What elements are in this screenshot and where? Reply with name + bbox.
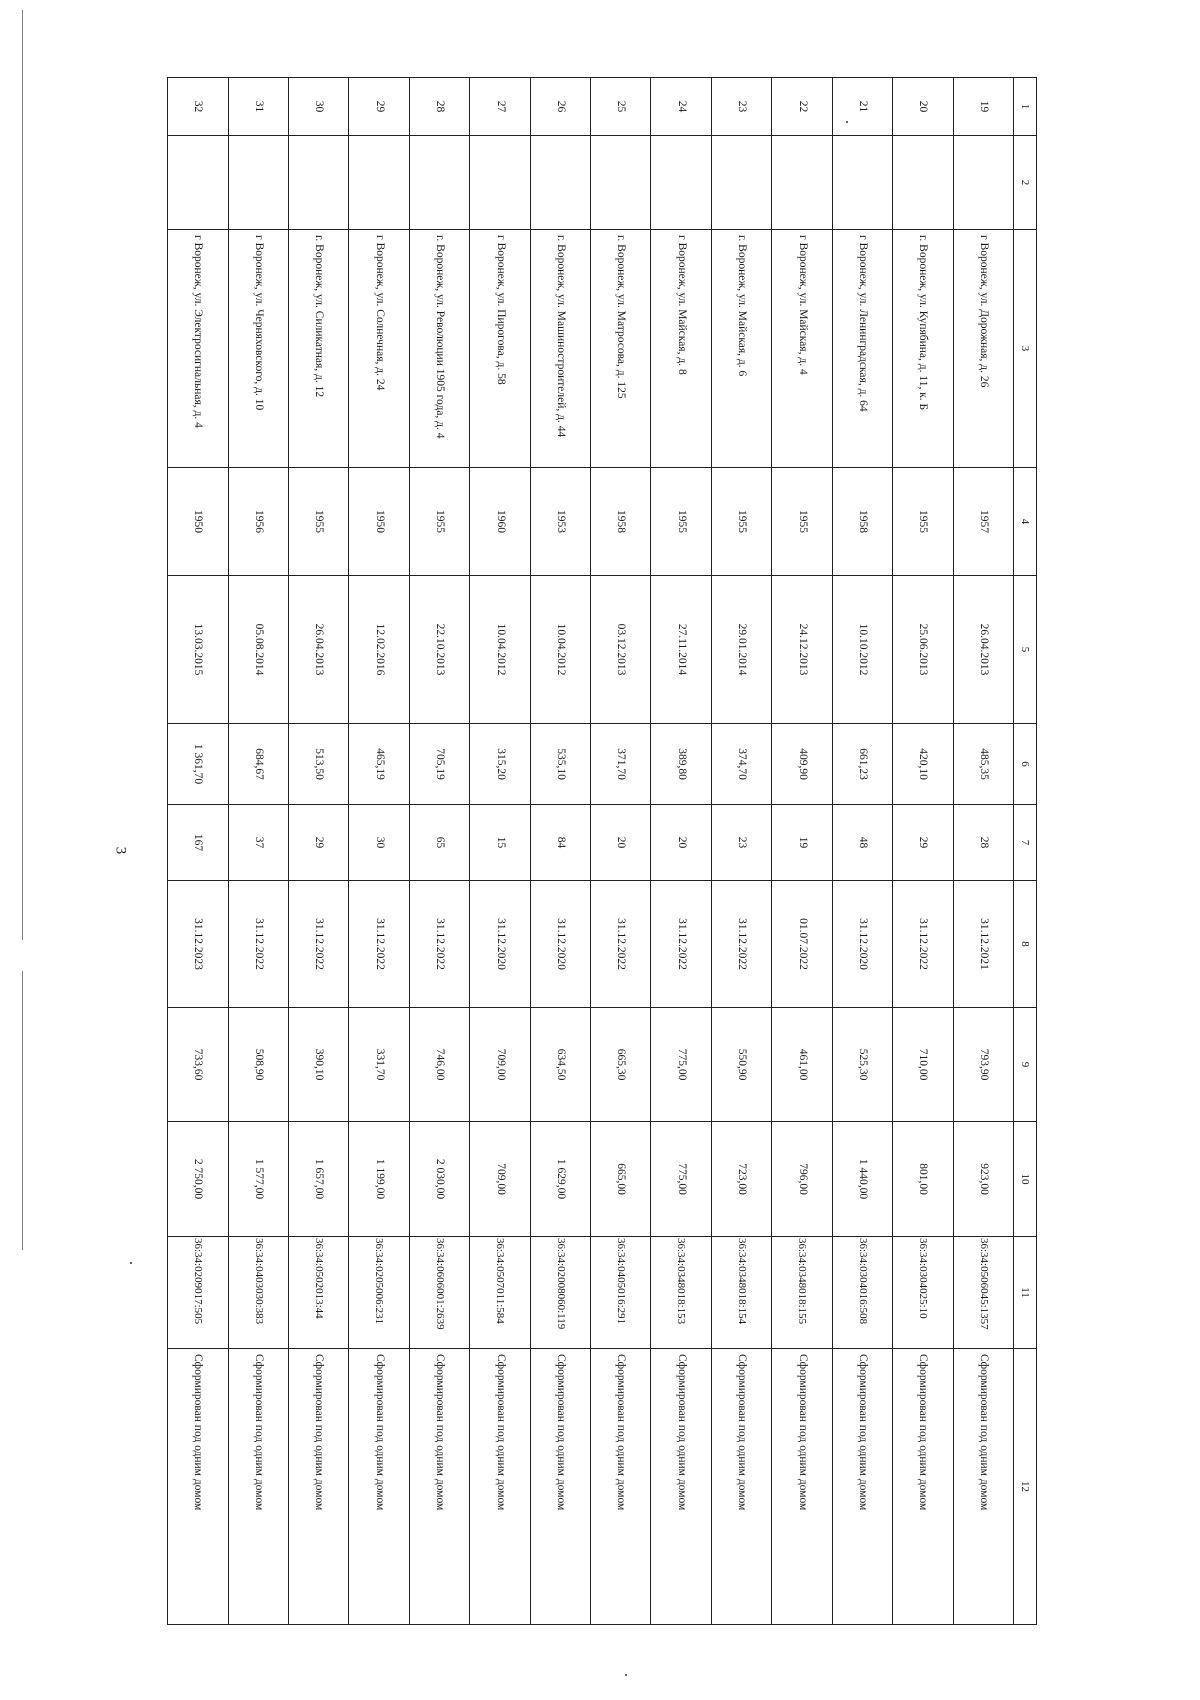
note-cell: Сформирован под одним домом bbox=[591, 1349, 651, 1625]
cadastral-number-cell: 36:34:02008060:119 bbox=[530, 1237, 590, 1349]
value-10-cell: 2 030,00 bbox=[409, 1122, 469, 1237]
row-number-cell: 25 bbox=[591, 78, 651, 136]
residents-cell: 37 bbox=[228, 805, 288, 881]
table-row bbox=[953, 78, 1013, 1625]
row-number-cell: 22 bbox=[772, 78, 832, 136]
cadastral-number-cell: 36:34:0606001:2639 bbox=[409, 1237, 469, 1349]
build-year-cell: 1950 bbox=[168, 468, 229, 576]
deadline-date-cell: 01.07.2022 bbox=[772, 881, 832, 1008]
note-cell: Сформирован под одним домом bbox=[288, 1349, 348, 1625]
col-2-cell bbox=[591, 136, 651, 230]
note-cell: Сформирован под одним домом bbox=[349, 1349, 409, 1625]
table-row bbox=[409, 78, 469, 1625]
col-2-cell bbox=[893, 136, 953, 230]
residents-cell: 19 bbox=[772, 805, 832, 881]
row-number-cell: 24 bbox=[651, 78, 711, 136]
housing-registry-table bbox=[167, 77, 1037, 1625]
residents-cell: 28 bbox=[953, 805, 1013, 881]
area-cell: 684,67 bbox=[228, 724, 288, 805]
note-cell: Сформирован под одним домом bbox=[953, 1349, 1013, 1625]
value-9-cell: 508,90 bbox=[228, 1008, 288, 1122]
col-2-cell bbox=[772, 136, 832, 230]
cadastral-number-cell: 36:34:0348018:155 bbox=[772, 1237, 832, 1349]
date-cell: 26.04.2013 bbox=[953, 576, 1013, 724]
header-cell: 8 bbox=[1014, 881, 1037, 1008]
note-cell: Сформирован под одним домом bbox=[168, 1349, 229, 1625]
table-row bbox=[893, 78, 953, 1625]
table-row bbox=[530, 78, 590, 1625]
col-2-cell bbox=[651, 136, 711, 230]
area-cell: 371,70 bbox=[591, 724, 651, 805]
build-year-cell: 1957 bbox=[953, 468, 1013, 576]
cadastral-number-cell: 36:34:0403030:383 bbox=[228, 1237, 288, 1349]
deadline-date-cell: 31.12.2022 bbox=[409, 881, 469, 1008]
col-2-cell bbox=[530, 136, 590, 230]
address-cell: г. Воронеж, ул. Купябина, д. 11, к. Б bbox=[893, 230, 953, 468]
cadastral-number-cell: 36:34:0205006:231 bbox=[349, 1237, 409, 1349]
deadline-date-cell: 31.12.2022 bbox=[651, 881, 711, 1008]
date-cell: 05.08.2014 bbox=[228, 576, 288, 724]
note-cell: Сформирован под одним домом bbox=[228, 1349, 288, 1625]
col-2-cell bbox=[228, 136, 288, 230]
residents-cell: 20 bbox=[651, 805, 711, 881]
value-9-cell: 793,90 bbox=[953, 1008, 1013, 1122]
value-10-cell: 665,00 bbox=[591, 1122, 651, 1237]
table-row bbox=[772, 78, 832, 1625]
address-cell: г. Воронеж, ул. Матросова, д. 125 bbox=[591, 230, 651, 468]
note-cell: Сформирован под одним домом bbox=[470, 1349, 530, 1625]
row-number-cell: 19 bbox=[953, 78, 1013, 136]
cadastral-number-cell: 36:34:0304025:10 bbox=[893, 1237, 953, 1349]
value-9-cell: 746,00 bbox=[409, 1008, 469, 1122]
col-2-cell bbox=[953, 136, 1013, 230]
row-number-cell: 23 bbox=[711, 78, 771, 136]
header-cell: 12 bbox=[1014, 1349, 1037, 1625]
note-cell: Сформирован под одним домом bbox=[772, 1349, 832, 1625]
area-cell: 535,10 bbox=[530, 724, 590, 805]
header-cell: 10 bbox=[1014, 1122, 1037, 1237]
value-9-cell: 634,50 bbox=[530, 1008, 590, 1122]
table-row bbox=[349, 78, 409, 1625]
area-cell: 420,10 bbox=[893, 724, 953, 805]
col-2-cell bbox=[409, 136, 469, 230]
address-cell: г Воронеж, ул. Ленинградская, д. 64 bbox=[832, 230, 892, 468]
date-cell: 03.12.2013 bbox=[591, 576, 651, 724]
value-9-cell: 709,00 bbox=[470, 1008, 530, 1122]
build-year-cell: 1955 bbox=[409, 468, 469, 576]
build-year-cell: 1956 bbox=[228, 468, 288, 576]
residents-cell: 48 bbox=[832, 805, 892, 881]
value-10-cell: 1 629,00 bbox=[530, 1122, 590, 1237]
residents-cell: 20 bbox=[591, 805, 651, 881]
date-cell: 22.10.2013 bbox=[409, 576, 469, 724]
build-year-cell: 1953 bbox=[530, 468, 590, 576]
address-cell: г Воронеж, ул. Пирогова, д. 58 bbox=[470, 230, 530, 468]
residents-cell: 167 bbox=[168, 805, 229, 881]
rotated-table-wrapper bbox=[167, 77, 1037, 1624]
date-cell: 10.04.2012 bbox=[470, 576, 530, 724]
area-cell: 485,35 bbox=[953, 724, 1013, 805]
row-number-cell: 21 bbox=[832, 78, 892, 136]
date-cell: 10.04.2012 bbox=[530, 576, 590, 724]
row-number-cell: 31 bbox=[228, 78, 288, 136]
row-number-cell: 20 bbox=[893, 78, 953, 136]
col-2-cell bbox=[832, 136, 892, 230]
row-number-cell: 27 bbox=[470, 78, 530, 136]
deadline-date-cell: 31.12.2022 bbox=[893, 881, 953, 1008]
value-9-cell: 331,70 bbox=[349, 1008, 409, 1122]
deadline-date-cell: 31.12.2022 bbox=[349, 881, 409, 1008]
date-cell: 24.12.2013 bbox=[772, 576, 832, 724]
address-cell: г. Воронеж, ул. Майская, д. 6 bbox=[711, 230, 771, 468]
table-row bbox=[168, 78, 229, 1625]
value-10-cell: 1 440,00 bbox=[832, 1122, 892, 1237]
value-10-cell: 1 657,00 bbox=[288, 1122, 348, 1237]
col-2-cell bbox=[168, 136, 229, 230]
table-row bbox=[591, 78, 651, 1625]
header-row bbox=[1014, 78, 1037, 1625]
value-10-cell: 723,00 bbox=[711, 1122, 771, 1237]
note-cell: Сформирован под одним домом bbox=[711, 1349, 771, 1625]
header-cell: 6 bbox=[1014, 724, 1037, 805]
value-10-cell: 801,00 bbox=[893, 1122, 953, 1237]
residents-cell: 30 bbox=[349, 805, 409, 881]
build-year-cell: 1950 bbox=[349, 468, 409, 576]
table-row bbox=[470, 78, 530, 1625]
residents-cell: 65 bbox=[409, 805, 469, 881]
residents-cell: 15 bbox=[470, 805, 530, 881]
value-10-cell: 775,00 bbox=[651, 1122, 711, 1237]
header-cell: 2 bbox=[1014, 136, 1037, 230]
build-year-cell: 1955 bbox=[288, 468, 348, 576]
note-cell: Сформирован под одним домом bbox=[409, 1349, 469, 1625]
date-cell: 10.10.2012 bbox=[832, 576, 892, 724]
table-row bbox=[651, 78, 711, 1625]
row-number-cell: 28 bbox=[409, 78, 469, 136]
area-cell: 409,90 bbox=[772, 724, 832, 805]
residents-cell: 29 bbox=[288, 805, 348, 881]
deadline-date-cell: 31.12.2023 bbox=[168, 881, 229, 1008]
scan-speck bbox=[625, 1674, 627, 1676]
row-number-cell: 29 bbox=[349, 78, 409, 136]
address-cell: г. Воронеж, ул. Революции 1905 года, д. 4 bbox=[409, 230, 469, 468]
row-number-cell: 30 bbox=[288, 78, 348, 136]
cadastral-number-cell: 36:34:0209017:505 bbox=[168, 1237, 229, 1349]
header-cell: 5 bbox=[1014, 576, 1037, 724]
scan-speck bbox=[130, 1262, 132, 1264]
header-cell: 1 bbox=[1014, 78, 1037, 136]
build-year-cell: 1955 bbox=[711, 468, 771, 576]
address-cell: г. Воронеж, ул. Силикатная, д. 12 bbox=[288, 230, 348, 468]
value-10-cell: 1 199,00 bbox=[349, 1122, 409, 1237]
residents-cell: 84 bbox=[530, 805, 590, 881]
note-cell: Сформирован под одним домом bbox=[530, 1349, 590, 1625]
area-cell: 661,23 bbox=[832, 724, 892, 805]
scan-edge-line bbox=[22, 10, 23, 1560]
area-cell: 1 361,70 bbox=[168, 724, 229, 805]
value-9-cell: 733,60 bbox=[168, 1008, 229, 1122]
deadline-date-cell: 31.12.2021 bbox=[953, 881, 1013, 1008]
residents-cell: 23 bbox=[711, 805, 771, 881]
value-9-cell: 461,00 bbox=[772, 1008, 832, 1122]
date-cell: 29.01.2014 bbox=[711, 576, 771, 724]
cadastral-number-cell: 36:34:0348018:154 bbox=[711, 1237, 771, 1349]
col-2-cell bbox=[711, 136, 771, 230]
cadastral-number-cell: 36:34:0405016:291 bbox=[591, 1237, 651, 1349]
address-cell: г Воронеж, ул. Черняховского, д. 10 bbox=[228, 230, 288, 468]
value-9-cell: 665,30 bbox=[591, 1008, 651, 1122]
area-cell: 465,19 bbox=[349, 724, 409, 805]
header-cell: 11 bbox=[1014, 1237, 1037, 1349]
table-row bbox=[288, 78, 348, 1625]
deadline-date-cell: 31.12.2022 bbox=[591, 881, 651, 1008]
area-cell: 315,20 bbox=[470, 724, 530, 805]
note-cell: Сформирован под одним домом bbox=[651, 1349, 711, 1625]
area-cell: 513,50 bbox=[288, 724, 348, 805]
row-number-cell: 32 bbox=[168, 78, 229, 136]
value-9-cell: 550,90 bbox=[711, 1008, 771, 1122]
build-year-cell: 1960 bbox=[470, 468, 530, 576]
build-year-cell: 1955 bbox=[772, 468, 832, 576]
deadline-date-cell: 31.12.2022 bbox=[228, 881, 288, 1008]
cadastral-number-cell: 36:34:0502013:44 bbox=[288, 1237, 348, 1349]
value-9-cell: 390,10 bbox=[288, 1008, 348, 1122]
value-10-cell: 709,00 bbox=[470, 1122, 530, 1237]
address-cell: г Воронеж, ул. Майская, д. 8 bbox=[651, 230, 711, 468]
value-10-cell: 2 750,00 bbox=[168, 1122, 229, 1237]
col-2-cell bbox=[288, 136, 348, 230]
cadastral-number-cell: 36:34:0507011:584 bbox=[470, 1237, 530, 1349]
area-cell: 705,19 bbox=[409, 724, 469, 805]
residents-cell: 29 bbox=[893, 805, 953, 881]
address-cell: г. Воронеж, ул. Машиностроителей, д. 44 bbox=[530, 230, 590, 468]
deadline-date-cell: 31.12.2020 bbox=[470, 881, 530, 1008]
address-cell: г Воронеж, ул. Электросигнальная, д. 4 bbox=[168, 230, 229, 468]
cadastral-number-cell: 36:34:0304016:508 bbox=[832, 1237, 892, 1349]
header-cell: 4 bbox=[1014, 468, 1037, 576]
deadline-date-cell: 31.12.2022 bbox=[711, 881, 771, 1008]
value-10-cell: 796,00 bbox=[772, 1122, 832, 1237]
address-cell: г Воронеж, ул. Дорожная, д. 26 bbox=[953, 230, 1013, 468]
deadline-date-cell: 31.12.2020 bbox=[832, 881, 892, 1008]
row-number-cell: 26 bbox=[530, 78, 590, 136]
deadline-date-cell: 31.12.2022 bbox=[288, 881, 348, 1008]
date-cell: 13.03.2015 bbox=[168, 576, 229, 724]
cadastral-number-cell: 36:34:0348018:153 bbox=[651, 1237, 711, 1349]
header-cell: 7 bbox=[1014, 805, 1037, 881]
value-10-cell: 923,00 bbox=[953, 1122, 1013, 1237]
page-number: 3 bbox=[112, 846, 129, 855]
date-cell: 12.02.2016 bbox=[349, 576, 409, 724]
header-cell: 9 bbox=[1014, 1008, 1037, 1122]
note-cell: Сформирован под одним домом bbox=[832, 1349, 892, 1625]
value-10-cell: 1 577,00 bbox=[228, 1122, 288, 1237]
deadline-date-cell: 31.12.2020 bbox=[530, 881, 590, 1008]
col-2-cell bbox=[470, 136, 530, 230]
build-year-cell: 1958 bbox=[591, 468, 651, 576]
date-cell: 26.04.2013 bbox=[288, 576, 348, 724]
build-year-cell: 1955 bbox=[893, 468, 953, 576]
value-9-cell: 775,00 bbox=[651, 1008, 711, 1122]
table-row bbox=[228, 78, 288, 1625]
note-cell: Сформирован под одним домом bbox=[893, 1349, 953, 1625]
date-cell: 25.06.2013 bbox=[893, 576, 953, 724]
table-row bbox=[832, 78, 892, 1625]
address-cell: г Воронеж, ул. Майская, д. 4 bbox=[772, 230, 832, 468]
build-year-cell: 1958 bbox=[832, 468, 892, 576]
area-cell: 389,80 bbox=[651, 724, 711, 805]
value-9-cell: 525,30 bbox=[832, 1008, 892, 1122]
col-2-cell bbox=[349, 136, 409, 230]
value-9-cell: 710,00 bbox=[893, 1008, 953, 1122]
table-row bbox=[711, 78, 771, 1625]
area-cell: 374,70 bbox=[711, 724, 771, 805]
address-cell: г Воронеж, ул. Солнечная, д. 24 bbox=[349, 230, 409, 468]
build-year-cell: 1955 bbox=[651, 468, 711, 576]
cadastral-number-cell: 36:34:0506045:1357 bbox=[953, 1237, 1013, 1349]
date-cell: 27.11.2014 bbox=[651, 576, 711, 724]
header-cell: 3 bbox=[1014, 230, 1037, 468]
